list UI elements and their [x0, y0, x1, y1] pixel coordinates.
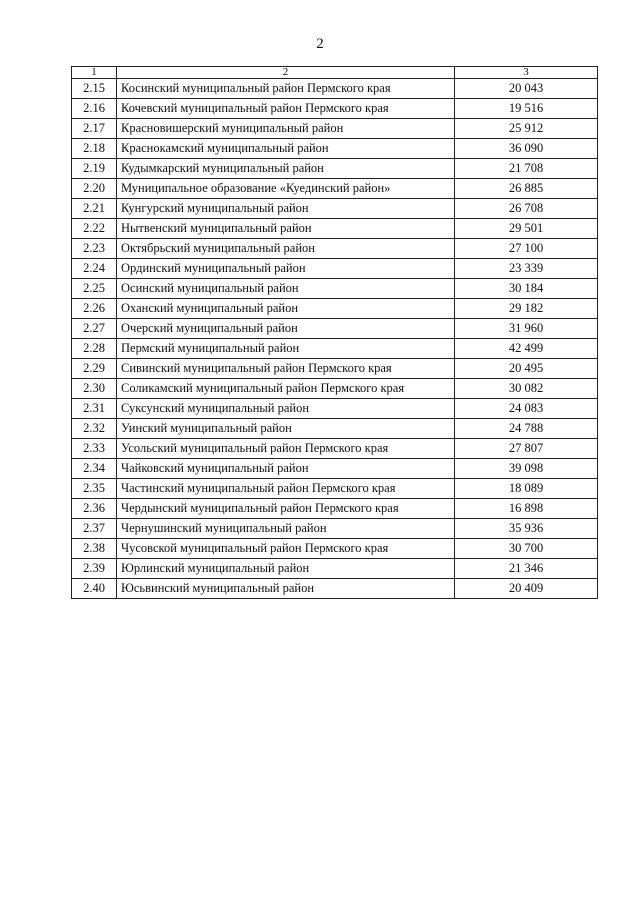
- district-name: Чердынский муниципальный район Пермского края: [117, 499, 455, 519]
- row-number: 2.38: [72, 539, 117, 559]
- table-row: [72, 99, 598, 119]
- table-row: [72, 219, 598, 239]
- table-row: [72, 139, 598, 159]
- row-number: 2.31: [72, 399, 117, 419]
- table-body: [72, 79, 598, 599]
- district-value: 19 516: [455, 99, 598, 119]
- table-row: [72, 199, 598, 219]
- table-row: [72, 519, 598, 539]
- row-number: 2.19: [72, 159, 117, 179]
- district-name: Юсьвинский муниципальный район: [117, 579, 455, 599]
- row-number: 2.34: [72, 459, 117, 479]
- table-row: [72, 559, 598, 579]
- district-value: 39 098: [455, 459, 598, 479]
- row-number: 2.18: [72, 139, 117, 159]
- district-value: 30 184: [455, 279, 598, 299]
- district-value: 42 499: [455, 339, 598, 359]
- district-value: 26 885: [455, 179, 598, 199]
- district-value: 24 083: [455, 399, 598, 419]
- district-value: 36 090: [455, 139, 598, 159]
- row-number: 2.29: [72, 359, 117, 379]
- table-row: [72, 579, 598, 599]
- row-number: 2.26: [72, 299, 117, 319]
- district-value: 31 960: [455, 319, 598, 339]
- table-row: [72, 319, 598, 339]
- district-name: Частинский муниципальный район Пермского края: [117, 479, 455, 499]
- row-number: 2.20: [72, 179, 117, 199]
- district-name: Соликамский муниципальный район Пермского края: [117, 379, 455, 399]
- row-number: 2.35: [72, 479, 117, 499]
- column-header-name: 2: [117, 67, 455, 79]
- row-number: 2.32: [72, 419, 117, 439]
- district-name: Очерский муниципальный район: [117, 319, 455, 339]
- district-name: Чайковский муниципальный район: [117, 459, 455, 479]
- district-value: 20 495: [455, 359, 598, 379]
- district-value: 29 182: [455, 299, 598, 319]
- table-row: [72, 279, 598, 299]
- table-row: [72, 239, 598, 259]
- row-number: 2.39: [72, 559, 117, 579]
- table-row: [72, 299, 598, 319]
- table-row: [72, 539, 598, 559]
- table-row: [72, 399, 598, 419]
- district-name: Суксунский муниципальный район: [117, 399, 455, 419]
- table-header-row: [72, 67, 598, 79]
- table-row: [72, 259, 598, 279]
- district-name: Кочевский муниципальный район Пермского края: [117, 99, 455, 119]
- district-value: 23 339: [455, 259, 598, 279]
- district-name: Кунгурский муниципальный район: [117, 199, 455, 219]
- district-value: 24 788: [455, 419, 598, 439]
- district-name: Краснокамский муниципальный район: [117, 139, 455, 159]
- row-number: 2.27: [72, 319, 117, 339]
- district-name: Нытвенский муниципальный район: [117, 219, 455, 239]
- district-value: 30 700: [455, 539, 598, 559]
- row-number: 2.16: [72, 99, 117, 119]
- district-name: Пермский муниципальный район: [117, 339, 455, 359]
- district-value: 16 898: [455, 499, 598, 519]
- district-value: 18 089: [455, 479, 598, 499]
- district-name: Юрлинский муниципальный район: [117, 559, 455, 579]
- district-value: 25 912: [455, 119, 598, 139]
- table-row: [72, 359, 598, 379]
- district-name: Ординский муниципальный район: [117, 259, 455, 279]
- page-number: 2: [316, 36, 324, 52]
- table-row: [72, 179, 598, 199]
- row-number: 2.23: [72, 239, 117, 259]
- column-header-number: 1: [72, 67, 117, 79]
- row-number: 2.15: [72, 79, 117, 99]
- district-value: 30 082: [455, 379, 598, 399]
- table-row: [72, 159, 598, 179]
- district-name: Чернушинский муниципальный район: [117, 519, 455, 539]
- district-name: Уинский муниципальный район: [117, 419, 455, 439]
- table-row: [72, 79, 598, 99]
- district-name: Чусовской муниципальный район Пермского края: [117, 539, 455, 559]
- table-row: [72, 339, 598, 359]
- table-row: [72, 459, 598, 479]
- row-number: 2.22: [72, 219, 117, 239]
- row-number: 2.17: [72, 119, 117, 139]
- table-row: [72, 379, 598, 399]
- row-number: 2.24: [72, 259, 117, 279]
- district-name: Кудымкарский муниципальный район: [117, 159, 455, 179]
- district-value: 35 936: [455, 519, 598, 539]
- district-value: 26 708: [455, 199, 598, 219]
- row-number: 2.36: [72, 499, 117, 519]
- row-number: 2.21: [72, 199, 117, 219]
- district-name: Оханский муниципальный район: [117, 299, 455, 319]
- row-number: 2.33: [72, 439, 117, 459]
- districts-table: [71, 66, 598, 599]
- district-value: 21 346: [455, 559, 598, 579]
- district-name: Косинский муниципальный район Пермского края: [117, 79, 455, 99]
- table-row: [72, 499, 598, 519]
- district-name: Муниципальное образование «Куединский район»: [117, 179, 455, 199]
- district-value: 21 708: [455, 159, 598, 179]
- district-name: Сивинский муниципальный район Пермского края: [117, 359, 455, 379]
- table-row: [72, 439, 598, 459]
- row-number: 2.28: [72, 339, 117, 359]
- row-number: 2.25: [72, 279, 117, 299]
- district-name: Усольский муниципальный район Пермского края: [117, 439, 455, 459]
- row-number: 2.37: [72, 519, 117, 539]
- column-header-value: 3: [455, 67, 598, 79]
- district-value: 27 807: [455, 439, 598, 459]
- district-name: Красновишерский муниципальный район: [117, 119, 455, 139]
- district-value: 27 100: [455, 239, 598, 259]
- row-number: 2.30: [72, 379, 117, 399]
- district-value: 20 043: [455, 79, 598, 99]
- table-row: [72, 419, 598, 439]
- district-name: Осинский муниципальный район: [117, 279, 455, 299]
- district-name: Октябрьский муниципальный район: [117, 239, 455, 259]
- table-row: [72, 119, 598, 139]
- district-value: 20 409: [455, 579, 598, 599]
- district-value: 29 501: [455, 219, 598, 239]
- table-row: [72, 479, 598, 499]
- row-number: 2.40: [72, 579, 117, 599]
